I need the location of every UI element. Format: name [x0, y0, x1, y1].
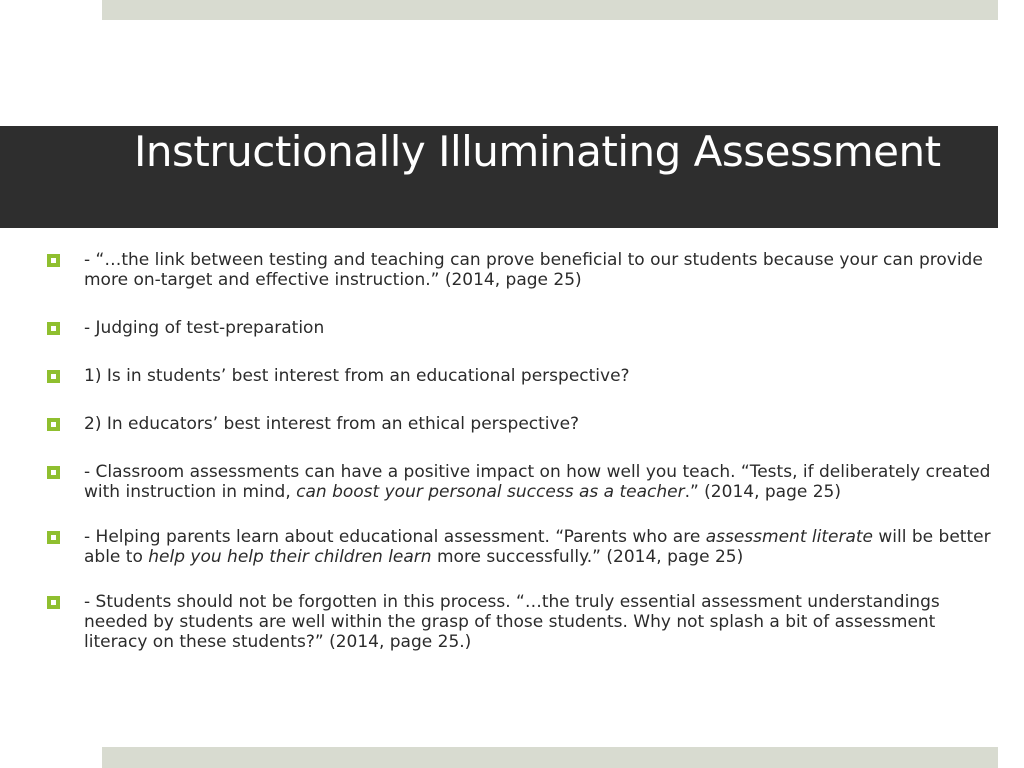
- bullet-text: [84, 527, 991, 567]
- bullet-emphasis: assessment literate: [705, 527, 873, 547]
- bullet-item: [44, 462, 999, 502]
- bullet-item: [44, 318, 999, 338]
- square-bullet-icon: [47, 596, 60, 609]
- bullet-text-part: .” (2014, page 25): [684, 482, 842, 502]
- bullet-text-part: will be better able to: [84, 527, 991, 567]
- bullet-item: [44, 527, 999, 567]
- square-bullet-icon: [47, 418, 60, 431]
- square-bullet-icon: [47, 466, 60, 479]
- square-bullet-icon: [47, 370, 60, 383]
- bullet-text-part: more successfully.” (2014, page 25): [431, 547, 744, 567]
- square-bullet-icon: [47, 531, 60, 544]
- bullet-item: [44, 366, 999, 386]
- bullet-text-part: - Helping parents learn about educational assessment. “Parents who are: [84, 527, 706, 547]
- bullet-item: [44, 414, 999, 434]
- bullet-text: - Judging of test-preparation: [84, 318, 325, 338]
- bullet-text: 2) In educators’ best interest from an ethical perspective?: [84, 414, 580, 434]
- square-bullet-icon: [47, 254, 60, 267]
- bullet-list: [44, 250, 999, 652]
- bullet-text: 1) Is in students’ best interest from an educational perspective?: [84, 366, 630, 386]
- top-decorative-band: [102, 0, 998, 20]
- bottom-decorative-band: [102, 747, 998, 768]
- bullet-item: [44, 250, 999, 290]
- bullet-item: [44, 592, 999, 652]
- bullet-emphasis: help you help their children learn: [148, 547, 432, 567]
- bullet-text: - “…the link between testing and teaching can prove beneficial to our students because your can provide more on-target and effective instruction.” (2014, page 25): [84, 250, 983, 290]
- bullet-text-part: - Classroom assessments can have a positive impact on how well you teach. “Tests, if deliberately created with instruction in mind,: [84, 462, 991, 502]
- bullet-text: - Students should not be forgotten in this process. “…the truly essential assessment understandings needed by students are well within the grasp of those students. Why not splash a bit of assessment literacy on these students?” (2014, page 25.): [84, 592, 940, 652]
- bullet-emphasis: can boost your personal success as a teacher: [296, 482, 685, 502]
- square-bullet-icon: [47, 322, 60, 335]
- bullet-text: [84, 462, 990, 502]
- slide-title: Instructionally Illuminating Assessment: [134, 127, 941, 176]
